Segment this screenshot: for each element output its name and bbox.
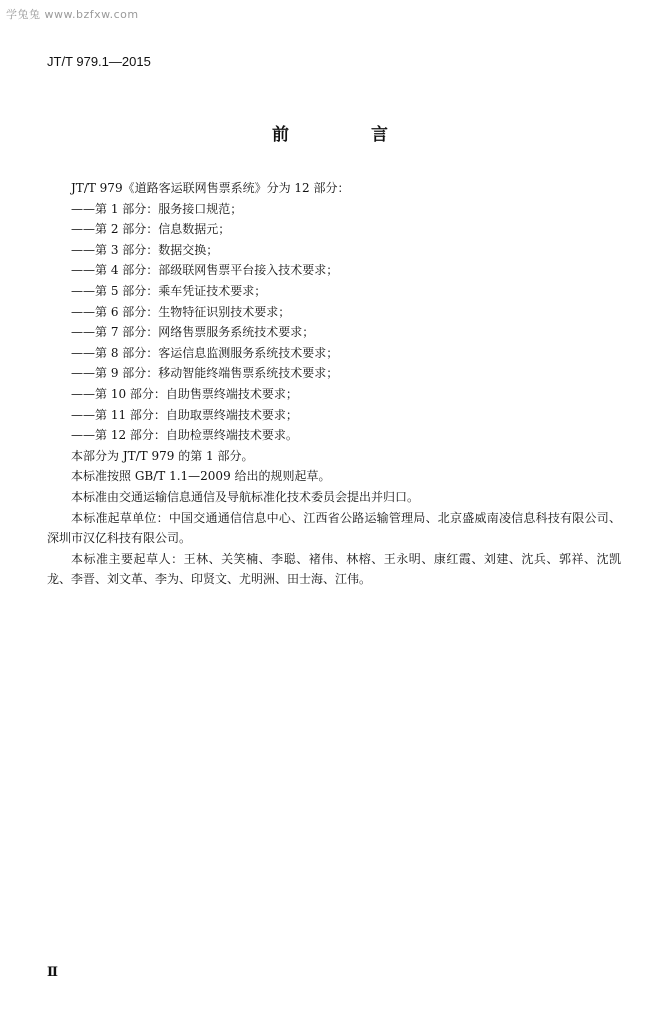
part-item: ——第 9 部分：移动智能终端售票系统技术要求； (71, 366, 339, 381)
parts-list (47, 199, 621, 446)
drafting-units-paragraph: 本标准起草单位：中国交通通信信息中心、江西省公路运输管理局、北京盛威南凌信息科技有限公司、深圳市汉亿科技有限公司。 (47, 510, 621, 546)
part-item: ——第 4 部分：部级联网售票平台接入技术要求； (71, 263, 339, 278)
part-item: ——第 8 部分：客运信息监测服务系统技术要求； (71, 345, 339, 360)
part-item: ——第 2 部分：信息数据元； (71, 222, 231, 237)
statement-part-of: 本部分为 JT/T 979 的第 1 部分。 (71, 448, 254, 463)
part-item: ——第 7 部分：网络售票服务系统技术要求； (71, 325, 315, 340)
watermark-text: 学兔兔 www.bzfxw.com (6, 8, 139, 21)
statement-proposer: 本标准由交通运输信息通信及导航标准化技术委员会提出并归口。 (71, 489, 420, 504)
part-item: ——第 1 部分：服务接口规范； (71, 201, 243, 216)
part-item: ——第 11 部分：自助取票终端技术要求； (71, 407, 298, 422)
part-item: ——第 5 部分：乘车凭证技术要求； (71, 283, 267, 298)
part-item: ——第 10 部分：自助售票终端技术要求； (71, 386, 298, 401)
part-item: ——第 6 部分：生物特征识别技术要求； (71, 304, 291, 319)
drafters-paragraph: 本标准主要起草人：王林、关笑楠、李聪、褚伟、林榕、王永明、康红霞、刘建、沈兵、郭祥、沈凯龙、李晋、刘文革、李为、印贤文、尤明洲、田士海、江伟。 (47, 551, 621, 587)
foreword-body (47, 178, 621, 590)
part-item: ——第 12 部分：自助检票终端技术要求。 (71, 428, 298, 443)
page-title: 前 言 (272, 125, 426, 145)
intro-line: JT/T 979《道路客运联网售票系统》分为 12 部分： (71, 181, 350, 195)
part-item: ——第 3 部分：数据交换； (71, 242, 219, 257)
standard-code-header: JT/T 979.1—2015 (47, 54, 151, 69)
page-number: Ⅱ (47, 965, 58, 980)
statement-drafting-rules: 本标准按照 GB/T 1.1—2009 给出的规则起草。 (71, 469, 331, 484)
